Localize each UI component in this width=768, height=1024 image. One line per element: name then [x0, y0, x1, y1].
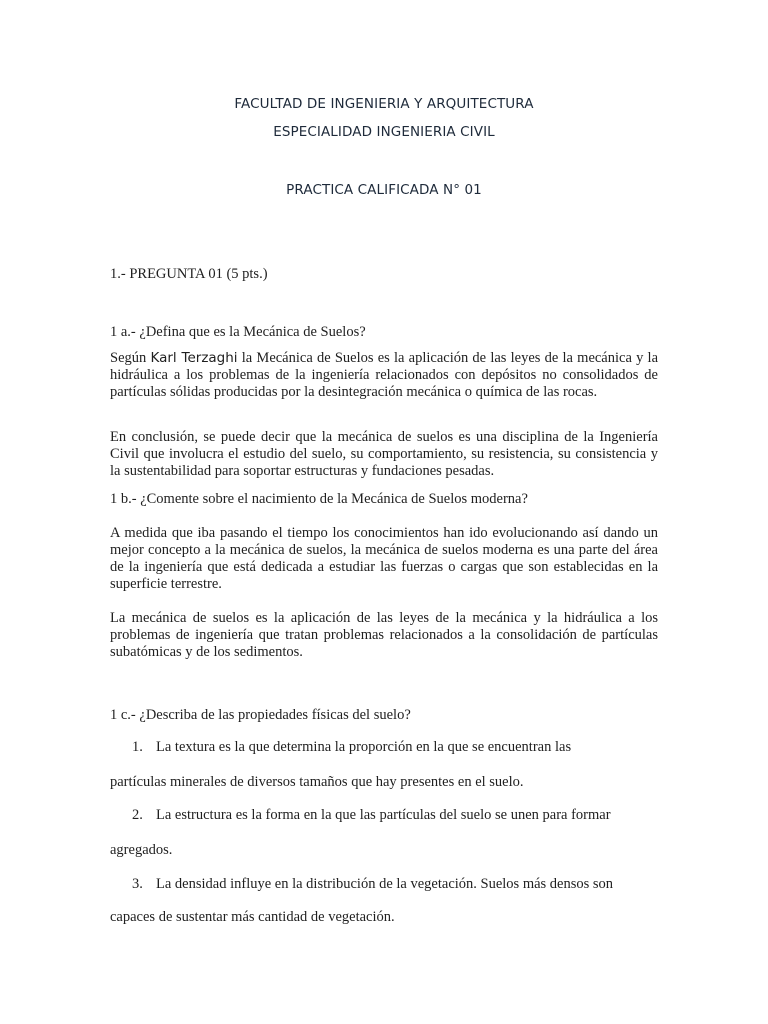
question-1a-paragraph-2: En conclusión, se puede decir que la mecánica de suelos es una disciplina de la Ingeniería Civil que involucra el estudio del suelo, su comportamiento, su resistencia, su consistencia y la sustentabilidad para soportar estructuras y fundaciones pesadas.	[110, 429, 658, 479]
question-1b-prompt: 1 b.- ¿Comente sobre el nacimiento de la Mecánica de Suelos moderna?	[110, 491, 528, 507]
paragraph-lead: Según	[110, 350, 151, 366]
list-item-1-line-1	[132, 738, 571, 756]
question-1a-paragraph-1	[110, 350, 658, 401]
list-item-2-line-1	[132, 806, 611, 824]
question-1b-paragraph-2: La mecánica de suelos es la aplicación de las leyes de la mecánica y la hidráulica a los problemas de ingeniería que tratan problemas relacionados a la consolidación de partículas subatómicas y de los sedimentos.	[110, 610, 658, 660]
list-item-2-line-2: agregados.	[110, 842, 173, 858]
specialty-heading: ESPECIALIDAD INGENIERIA CIVIL	[273, 124, 495, 140]
question-1-title: 1.- PREGUNTA 01 (5 pts.)	[110, 266, 268, 282]
author-name: Karl Terzaghi	[150, 350, 238, 366]
list-item-text: La textura es la que determina la proporción en la que se encuentran las	[156, 739, 572, 755]
list-item-number: 1.	[132, 739, 143, 755]
question-1b-paragraph-1: A medida que iba pasando el tiempo los conocimientos han ido evolucionando así dando un mejor concepto a la mecánica de suelos, la mecánica de suelos moderna es una parte del área de la ingeniería que está dedicada a estudiar las fuerzas o cargas que son establecidas en la superficie terrestre.	[110, 525, 658, 592]
list-item-1-line-2: partículas minerales de diversos tamaños que hay presentes en el suelo.	[110, 774, 524, 790]
list-item-text: La estructura es la forma en la que las partículas del suelo se unen para formar	[156, 807, 611, 823]
paragraph-rest: la Mecánica de Suelos es la aplicación de las leyes de la mecánica y la hidráulica a los problemas de la ingeniería relacionados con depósitos no consolidados de partículas sólidas producidas por la desintegración mecánica o química de las rocas.	[110, 350, 659, 400]
exam-title: PRACTICA CALIFICADA N° 01	[286, 182, 482, 198]
question-1a-prompt: 1 a.- ¿Defina que es la Mecánica de Suelos?	[110, 324, 366, 340]
list-item-3-line-1	[132, 875, 613, 893]
list-item-3-line-2: capaces de sustentar más cantidad de vegetación.	[110, 909, 395, 925]
question-1c-prompt: 1 c.- ¿Describa de las propiedades físicas del suelo?	[110, 707, 411, 723]
list-item-number: 2.	[132, 807, 143, 823]
faculty-heading: FACULTAD DE INGENIERIA Y ARQUITECTURA	[234, 96, 534, 112]
list-item-text: La densidad influye en la distribución de la vegetación. Suelos más densos son	[156, 876, 614, 892]
list-item-number: 3.	[132, 876, 143, 892]
